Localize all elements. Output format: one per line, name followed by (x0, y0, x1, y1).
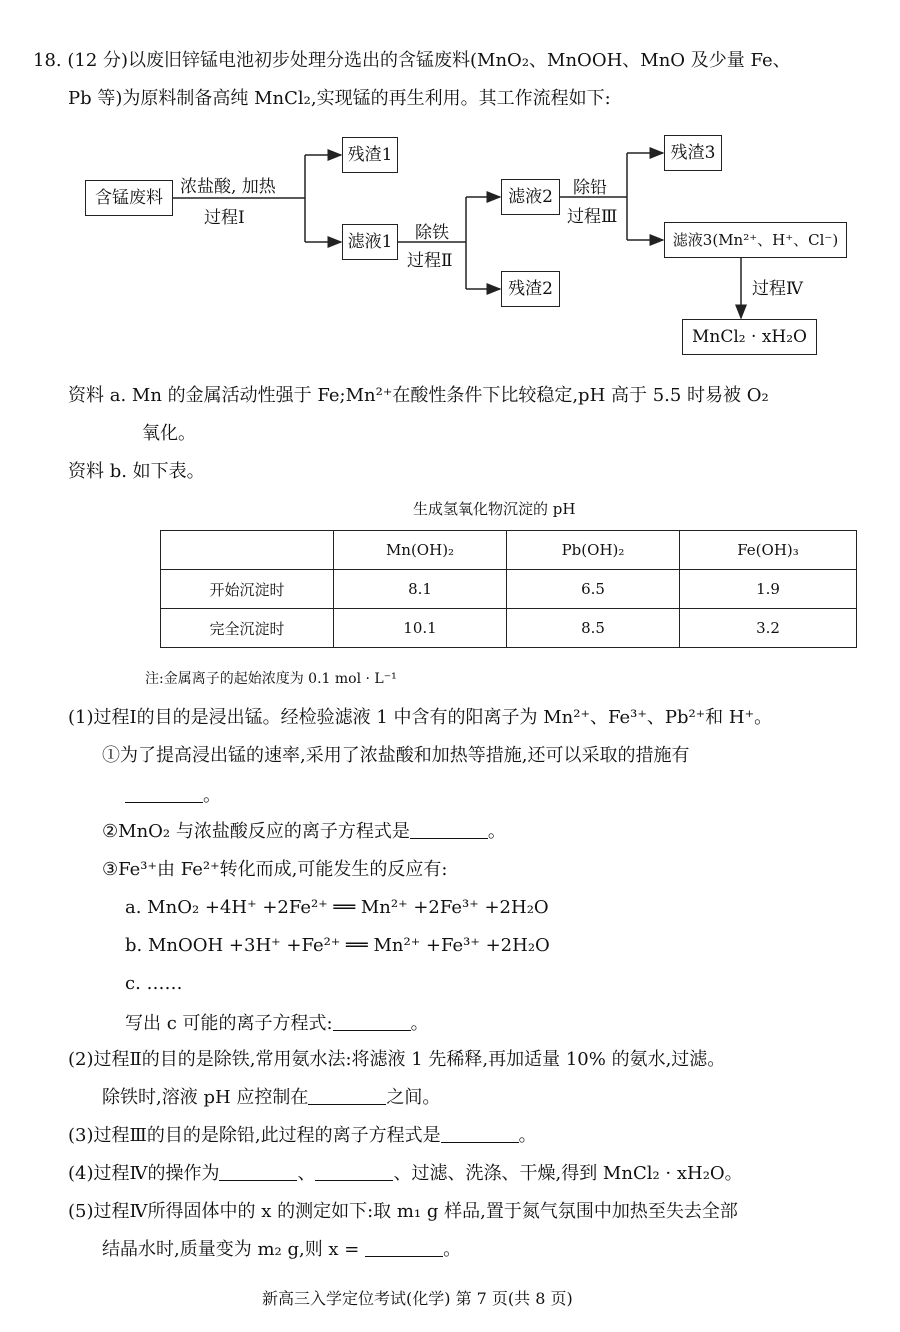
question-text: 除铁时,溶液 pH 应控制在 (102, 1087, 309, 1108)
equation-a: a. MnO₂ +4H⁺ +2Fe²⁺ ══ Mn²⁺ +2Fe³⁺ +2H₂O (125, 897, 549, 918)
question-1-c (125, 1010, 429, 1038)
table-row (161, 570, 857, 609)
table-header-cell: Mn(OH)₂ (334, 531, 507, 570)
punct: 。 (443, 1239, 462, 1260)
punct: 、 (297, 1163, 316, 1184)
punct: 。 (203, 785, 221, 806)
table-cell: 8.5 (507, 609, 680, 648)
answer-blank[interactable] (308, 1086, 386, 1105)
question-text: (4)过程Ⅳ的操作为 (68, 1163, 220, 1184)
label-process2-action: 除铁 (415, 223, 449, 243)
question-text: ②MnO₂ 与浓盐酸反应的离子方程式是 (102, 821, 410, 842)
table-cell: 3.2 (680, 609, 857, 648)
answer-blank[interactable] (333, 1012, 411, 1031)
node-filtrate2: 滤液2 (501, 179, 560, 215)
question-2-line1: (2)过程Ⅱ的目的是除铁,常用氨水法:将滤液 1 先稀释,再加适量 10% 的氨水,过滤。 (68, 1049, 726, 1070)
node-raw-material: 含锰废料 (85, 180, 173, 216)
question-5-line2 (102, 1236, 461, 1264)
ph-table (160, 530, 857, 648)
question-1: (1)过程Ⅰ的目的是浸出锰。经检验滤液 1 中含有的阳离子为 Mn²⁺、Fe³⁺、Pb²⁺和 H⁺。 (68, 707, 773, 728)
material-b: 资料 b. 如下表。 (68, 461, 205, 482)
table-row (161, 609, 857, 648)
question-intro-line2: Pb 等)为原料制备高纯 MnCl₂,实现锰的再生利用。其工作流程如下: (68, 88, 611, 109)
question-1-2 (102, 818, 506, 846)
table-header-cell (161, 531, 334, 570)
punct: 之间。 (386, 1087, 441, 1108)
label-process2: 过程Ⅱ (407, 251, 453, 271)
answer-blank[interactable] (410, 820, 488, 839)
answer-blank[interactable] (125, 784, 203, 803)
equation-c: c. …… (125, 973, 183, 994)
question-1-1: ①为了提高浸出锰的速率,采用了浓盐酸和加热等措施,还可以采取的措施有 (102, 745, 690, 766)
node-residue3: 残渣3 (664, 135, 722, 171)
node-filtrate1: 滤液1 (342, 224, 398, 260)
table-header-cell: Pb(OH)₂ (507, 531, 680, 570)
table-cell: 8.1 (334, 570, 507, 609)
label-process1-reagent: 浓盐酸, 加热 (180, 177, 276, 197)
answer-blank[interactable] (219, 1162, 297, 1181)
question-intro-line1: 18. (12 分)以废旧锌锰电池初步处理分选出的含锰废料(MnO₂、MnOOH、MnO 及少量 Fe、 (33, 50, 791, 71)
node-product: MnCl₂ · xH₂O (682, 319, 817, 355)
table-header-cell: Fe(OH)₃ (680, 531, 857, 570)
table-note: 注:金属离子的起始浓度为 0.1 mol · L⁻¹ (145, 671, 397, 687)
question-3 (68, 1122, 537, 1150)
label-process3: 过程Ⅲ (567, 207, 618, 227)
table-caption: 生成氢氧化物沉淀的 pH (413, 500, 576, 518)
question-2-line2 (102, 1084, 440, 1112)
label-process4: 过程Ⅳ (752, 279, 803, 299)
equation-b: b. MnOOH +3H⁺ +Fe²⁺ ══ Mn²⁺ +Fe³⁺ +2H₂O (125, 935, 550, 956)
question-text: 写出 c 可能的离子方程式: (125, 1013, 333, 1034)
punct: 。 (487, 821, 506, 842)
answer-blank[interactable] (441, 1124, 519, 1143)
question-text: (3)过程Ⅲ的目的是除铅,此过程的离子方程式是 (68, 1125, 441, 1146)
page-footer: 新高三入学定位考试(化学) 第 7 页(共 8 页) (262, 1289, 573, 1308)
answer-blank[interactable] (315, 1162, 393, 1181)
node-filtrate3: 滤液3(Mn²⁺、H⁺、Cl⁻) (664, 222, 847, 258)
table-cell: 1.9 (680, 570, 857, 609)
table-cell: 开始沉淀时 (161, 570, 334, 609)
node-residue2: 残渣2 (501, 271, 560, 307)
table-cell: 10.1 (334, 609, 507, 648)
question-1-1-answer (125, 782, 221, 810)
question-text: 、过滤、洗涤、干燥,得到 MnCl₂ · xH₂O。 (393, 1163, 743, 1184)
question-1-3: ③Fe³⁺由 Fe²⁺转化而成,可能发生的反应有: (102, 859, 448, 880)
punct: 。 (518, 1125, 537, 1146)
material-a-line2: 氧化。 (142, 423, 196, 444)
table-header-row (161, 531, 857, 570)
punct: 。 (410, 1013, 429, 1034)
node-residue1: 残渣1 (342, 137, 398, 173)
question-5-line1: (5)过程Ⅳ所得固体中的 x 的测定如下:取 m₁ g 样品,置于氮气氛围中加热至失去全部 (68, 1201, 738, 1222)
material-a-line1: 资料 a. Mn 的金属活动性强于 Fe;Mn²⁺在酸性条件下比较稳定,pH 高于 5.5 时易被 O₂ (68, 385, 769, 406)
question-4 (68, 1160, 743, 1188)
label-process1: 过程Ⅰ (204, 208, 245, 228)
question-text: 结晶水时,质量变为 m₂ g,则 x = (102, 1239, 360, 1260)
answer-blank[interactable] (365, 1238, 443, 1257)
table-cell: 6.5 (507, 570, 680, 609)
label-process3-action: 除铅 (573, 178, 607, 198)
table-cell: 完全沉淀时 (161, 609, 334, 648)
